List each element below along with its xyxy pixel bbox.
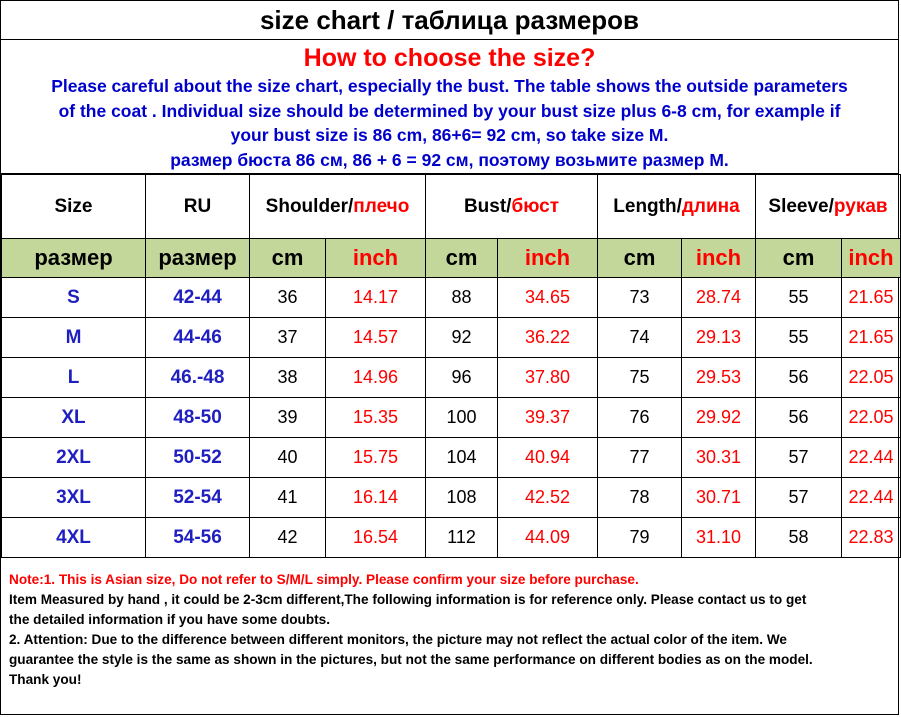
header-bust <box>426 175 598 239</box>
cell-sleeve-cm: 55 <box>756 278 842 318</box>
cell-shoulder-inch: 14.57 <box>326 318 426 358</box>
header-bust-ru: бюст <box>511 195 560 217</box>
cell-shoulder-cm: 40 <box>250 438 326 478</box>
unit-size: размер <box>2 239 146 278</box>
cell-sleeve-cm: 58 <box>756 518 842 558</box>
cell-size: XL <box>2 398 146 438</box>
cell-sleeve-cm: 57 <box>756 438 842 478</box>
cell-sleeve-inch: 22.44 <box>842 438 901 478</box>
cell-size: 2XL <box>2 438 146 478</box>
cell-shoulder-inch: 16.54 <box>326 518 426 558</box>
cell-bust-cm: 108 <box>426 478 498 518</box>
cell-length-cm: 75 <box>598 358 682 398</box>
unit-length-cm: cm <box>598 239 682 278</box>
note-line-2: Item Measured by hand , it could be 2-3cm different,The following information is for reference only. Please contact us to get <box>9 592 807 607</box>
cell-bust-inch: 34.65 <box>498 278 598 318</box>
note-line-6: Thank you! <box>9 672 82 687</box>
header-length-en: Length/ <box>613 195 682 217</box>
header-sleeve <box>756 175 901 239</box>
header-length <box>598 175 756 239</box>
cell-shoulder-cm: 37 <box>250 318 326 358</box>
cell-size: 3XL <box>2 478 146 518</box>
header-bust-en: Bust/ <box>463 195 512 217</box>
table-row <box>2 278 901 318</box>
cell-sleeve-cm: 57 <box>756 478 842 518</box>
header-size: Size <box>2 175 146 239</box>
table-row <box>2 318 901 358</box>
header-sleeve-en: Sleeve/ <box>768 195 834 217</box>
cell-bust-inch: 37.80 <box>498 358 598 398</box>
howto-heading: How to choose the size? <box>303 44 596 72</box>
header-shoulder <box>250 175 426 239</box>
table-row <box>2 478 901 518</box>
unit-sleeve-cm: cm <box>756 239 842 278</box>
cell-sleeve-inch: 22.05 <box>842 398 901 438</box>
table-row <box>2 438 901 478</box>
cell-shoulder-cm: 39 <box>250 398 326 438</box>
cell-length-inch: 29.92 <box>682 398 756 438</box>
cell-shoulder-inch: 14.96 <box>326 358 426 398</box>
title-row <box>1 1 898 40</box>
cell-length-inch: 29.13 <box>682 318 756 358</box>
intro-line-1: Please careful about the size chart, especially the bust. The table shows the outside parameters <box>51 76 848 96</box>
header-shoulder-ru: плечо <box>353 195 410 217</box>
unit-bust-inch: inch <box>498 239 598 278</box>
cell-bust-inch: 40.94 <box>498 438 598 478</box>
cell-size: 4XL <box>2 518 146 558</box>
cell-bust-inch: 39.37 <box>498 398 598 438</box>
cell-length-cm: 76 <box>598 398 682 438</box>
unit-shoulder-inch: inch <box>326 239 426 278</box>
cell-ru: 50-52 <box>146 438 250 478</box>
unit-length-inch: inch <box>682 239 756 278</box>
intro-line-4: размер бюста 86 см, 86 + 6 = 92 см, поэтому возьмите размер M. <box>170 149 729 170</box>
cell-size: L <box>2 358 146 398</box>
cell-length-inch: 28.74 <box>682 278 756 318</box>
note-line-3: the detailed information if you have some doubts. <box>9 612 330 627</box>
unit-shoulder-cm: cm <box>250 239 326 278</box>
size-rows <box>2 278 901 558</box>
cell-bust-cm: 92 <box>426 318 498 358</box>
intro-line-3: your bust size is 86 cm, 86+6= 92 cm, so take size M. <box>230 125 669 145</box>
cell-sleeve-cm: 56 <box>756 398 842 438</box>
cell-sleeve-cm: 56 <box>756 358 842 398</box>
cell-sleeve-inch: 21.65 <box>842 318 901 358</box>
header-ru: RU <box>146 175 250 239</box>
cell-length-cm: 74 <box>598 318 682 358</box>
cell-length-cm: 77 <box>598 438 682 478</box>
cell-sleeve-inch: 22.44 <box>842 478 901 518</box>
table-row <box>2 518 901 558</box>
header-shoulder-en: Shoulder/ <box>265 195 354 217</box>
table-row <box>2 358 901 398</box>
cell-shoulder-inch: 15.35 <box>326 398 426 438</box>
cell-length-inch: 31.10 <box>682 518 756 558</box>
note-line-1: Note:1. This is Asian size, Do not refer to S/M/L simply. Please confirm your size before purchase. <box>9 572 639 587</box>
cell-bust-inch: 44.09 <box>498 518 598 558</box>
cell-ru: 44-46 <box>146 318 250 358</box>
cell-bust-cm: 100 <box>426 398 498 438</box>
size-table <box>1 174 901 558</box>
cell-sleeve-cm: 55 <box>756 318 842 358</box>
cell-length-cm: 78 <box>598 478 682 518</box>
intro-section <box>1 40 898 174</box>
unit-ru: размер <box>146 239 250 278</box>
header-row <box>2 175 901 239</box>
cell-bust-inch: 36.22 <box>498 318 598 358</box>
cell-sleeve-inch: 22.83 <box>842 518 901 558</box>
cell-size: S <box>2 278 146 318</box>
cell-length-cm: 73 <box>598 278 682 318</box>
cell-ru: 48-50 <box>146 398 250 438</box>
cell-sleeve-inch: 21.65 <box>842 278 901 318</box>
intro-line-2: of the coat . Individual size should be determined by your bust size plus 6-8 cm, for example if <box>58 100 841 121</box>
header-sleeve-ru: рукав <box>833 195 888 217</box>
cell-size: M <box>2 318 146 358</box>
table-row <box>2 398 901 438</box>
unit-bust-cm: cm <box>426 239 498 278</box>
cell-length-cm: 79 <box>598 518 682 558</box>
cell-bust-cm: 88 <box>426 278 498 318</box>
cell-ru: 46.-48 <box>146 358 250 398</box>
cell-ru: 42-44 <box>146 278 250 318</box>
cell-length-inch: 30.71 <box>682 478 756 518</box>
cell-ru: 52-54 <box>146 478 250 518</box>
cell-shoulder-cm: 42 <box>250 518 326 558</box>
page-title: size chart / таблица размеров <box>259 4 640 35</box>
notes-section <box>1 558 898 690</box>
cell-bust-inch: 42.52 <box>498 478 598 518</box>
cell-bust-cm: 96 <box>426 358 498 398</box>
cell-shoulder-inch: 14.17 <box>326 278 426 318</box>
cell-shoulder-cm: 41 <box>250 478 326 518</box>
cell-sleeve-inch: 22.05 <box>842 358 901 398</box>
cell-shoulder-cm: 36 <box>250 278 326 318</box>
cell-length-inch: 29.53 <box>682 358 756 398</box>
unit-sleeve-inch: inch <box>842 239 901 278</box>
cell-ru: 54-56 <box>146 518 250 558</box>
units-row <box>2 239 901 278</box>
cell-length-inch: 30.31 <box>682 438 756 478</box>
cell-shoulder-inch: 15.75 <box>326 438 426 478</box>
cell-shoulder-cm: 38 <box>250 358 326 398</box>
note-line-4: 2. Attention: Due to the difference between different monitors, the picture may not reflect the actual color of the item. We <box>9 632 787 647</box>
header-length-ru: длина <box>681 195 740 217</box>
cell-bust-cm: 104 <box>426 438 498 478</box>
note-line-5: guarantee the style is the same as shown in the pictures, but not the same performance on different bodies as on the model. <box>9 652 813 667</box>
cell-bust-cm: 112 <box>426 518 498 558</box>
cell-shoulder-inch: 16.14 <box>326 478 426 518</box>
